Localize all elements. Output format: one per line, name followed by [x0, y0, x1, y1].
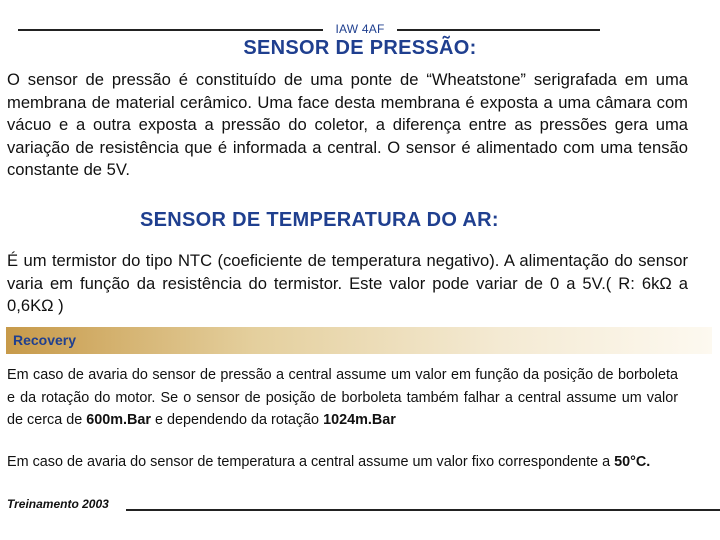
recovery-temperature-value: 50°C.	[614, 454, 651, 470]
recovery-pressure-text-2: e dependendo da rotação	[151, 412, 324, 429]
recovery-pressure-value-2: 1024m.Bar	[323, 412, 396, 429]
recovery-pressure-text-1: Em caso de avaria do sensor de pressão a central assume um valor em função da posição de borboleta e da rotação do motor. Se o sensor de posição de borboleta também falhar a central assume um valor de cerca de	[7, 367, 678, 429]
header-tag: IAW 4AF	[335, 22, 385, 36]
recovery-temperature-text: Em caso de avaria do sensor de temperatura a central assume um valor fixo correspondente a	[7, 454, 615, 470]
recovery-temperature-paragraph	[7, 451, 678, 474]
recovery-pressure-paragraph	[7, 364, 678, 432]
header-rule-right	[397, 29, 600, 31]
temperature-sensor-title: SENSOR DE TEMPERATURA DO AR:	[140, 209, 499, 231]
recovery-pressure-value-1: 600m.Bar	[86, 412, 152, 429]
temperature-sensor-paragraph: É um termistor do tipo NTC (coeficiente de temperatura negativo). A alimentação do sensor varia em função da resistência do termistor. Este valor pode variar de 0 a 5V.( R: 6kΩ a 0,6KΩ )	[7, 251, 688, 316]
footer-label: Treinamento 2003	[7, 497, 109, 511]
header-rule-left	[18, 29, 323, 31]
footer-rule	[126, 509, 720, 511]
pressure-sensor-paragraph: O sensor de pressão é constituído de uma ponte de “Wheatstone” serigrafada em uma membrana de material cerâmico. Uma face desta membrana é exposta a uma câmara com vácuo e a outra exposta a pressão do coletor, a diferença entre as pressões gera uma variação de resistência que é informada a central. O sensor é alimentado com uma tensão constante de 5V.	[7, 70, 688, 180]
recovery-banner	[6, 327, 712, 354]
pressure-sensor-title: SENSOR DE PRESSÃO:	[243, 37, 477, 59]
recovery-label: Recovery	[13, 332, 77, 348]
